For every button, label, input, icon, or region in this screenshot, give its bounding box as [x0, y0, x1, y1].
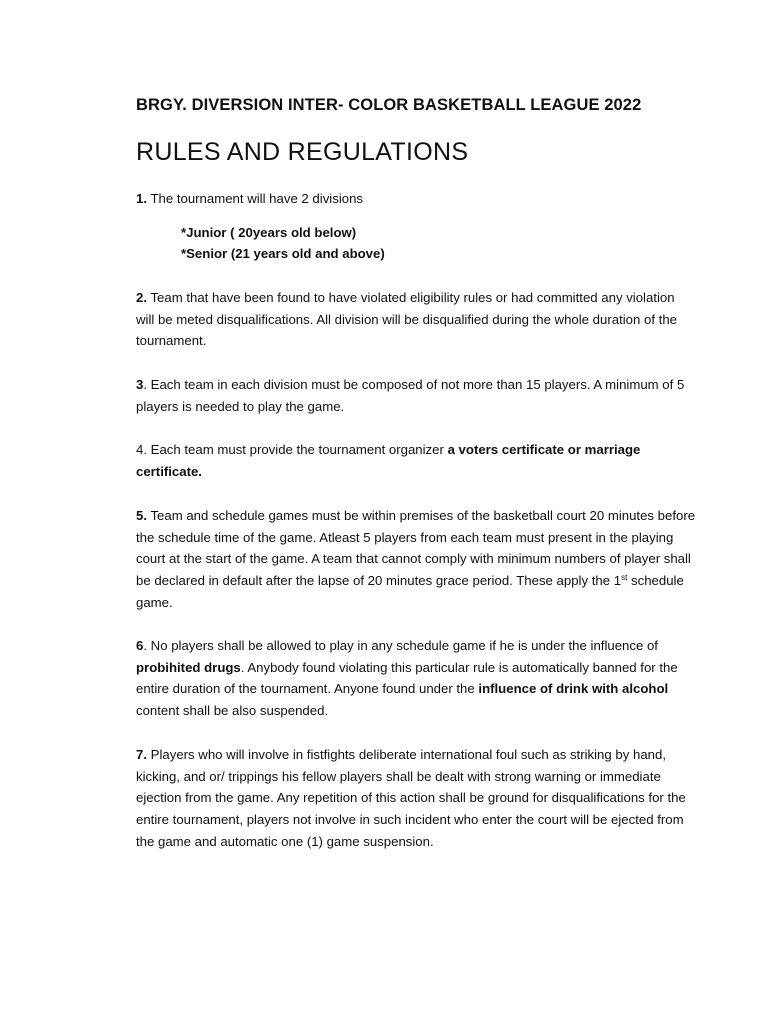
rule-text: The tournament will have 2 divisions	[150, 191, 364, 206]
division-senior: *Senior (21 years old and above)	[181, 246, 385, 261]
rule-number: 7.	[136, 747, 147, 762]
rule-number: 3	[136, 377, 144, 392]
rule-text: . No players shall be allowed to play in any schedule game if he is under the influence of	[143, 638, 658, 653]
division-junior: *Junior ( 20years old below)	[181, 225, 357, 240]
rule-number: 4.	[136, 442, 147, 457]
rule-3	[136, 374, 696, 417]
rule-text-emphasis: a voters certificate or marriage certificate.	[136, 442, 641, 479]
rule-text-emphasis: influence of drink with alcohol	[478, 681, 669, 697]
rule-number: 5.	[136, 508, 147, 523]
rule-text: . Each team in each division must be composed of not more than 15 players. A minimum of 5 players is needed to play the game.	[136, 377, 685, 414]
rule-4	[136, 439, 696, 482]
rule-number: 1.	[136, 191, 147, 206]
rule-text: Team and schedule games must be within premises of the basketball court 20 minutes before the schedule time of the game. Atleast 5 players from each team must present in the playing court at the start of the game. A team that cannot comply with minimum numbers of player shall be declared in default after the lapse of 20 minutes grace period. These apply the 1	[136, 508, 696, 589]
document-heading: RULES AND REGULATIONS	[136, 138, 469, 166]
rule-text-emphasis: probihited drugs	[136, 659, 241, 675]
rule-1	[136, 188, 696, 210]
rule-text: Each team must provide the tournament organizer	[150, 442, 444, 457]
rule-text: content shall be also suspended.	[136, 703, 329, 719]
rule-number: 2.	[136, 290, 147, 305]
rule-text: Players who will involve in fistfights deliberate international foul such as striking by hand, kicking, and or/ trippings his fellow players shall be dealt with strong warning or immediate ejection from the game. Any repetition of this action shall be ground for disqualifications for the entire tournament, players not involve in such incident who enter the court will be ejected from the game and automatic one (1) game suspension.	[136, 747, 686, 849]
rule-text: Team that have been found to have violated eligibility rules or had committed any violation will be meted disqualifications. All division will be disqualified during the whole duration of the tournament.	[136, 290, 677, 349]
rule-text-end: schedule game.	[136, 573, 684, 610]
document-title: BRGY. DIVERSION INTER- COLOR BASKETBALL LEAGUE 2022	[136, 96, 642, 114]
rule-5	[136, 505, 696, 614]
rule-2	[136, 287, 696, 352]
rule-6	[136, 635, 696, 722]
rule-text: . Anybody found violating this particular rule is automatically banned for the entire duration of the tournament. Anyone found under the	[136, 659, 678, 697]
rule-number: 6	[136, 638, 144, 653]
rule-superscript: st	[621, 573, 628, 583]
rule-7	[136, 744, 696, 853]
